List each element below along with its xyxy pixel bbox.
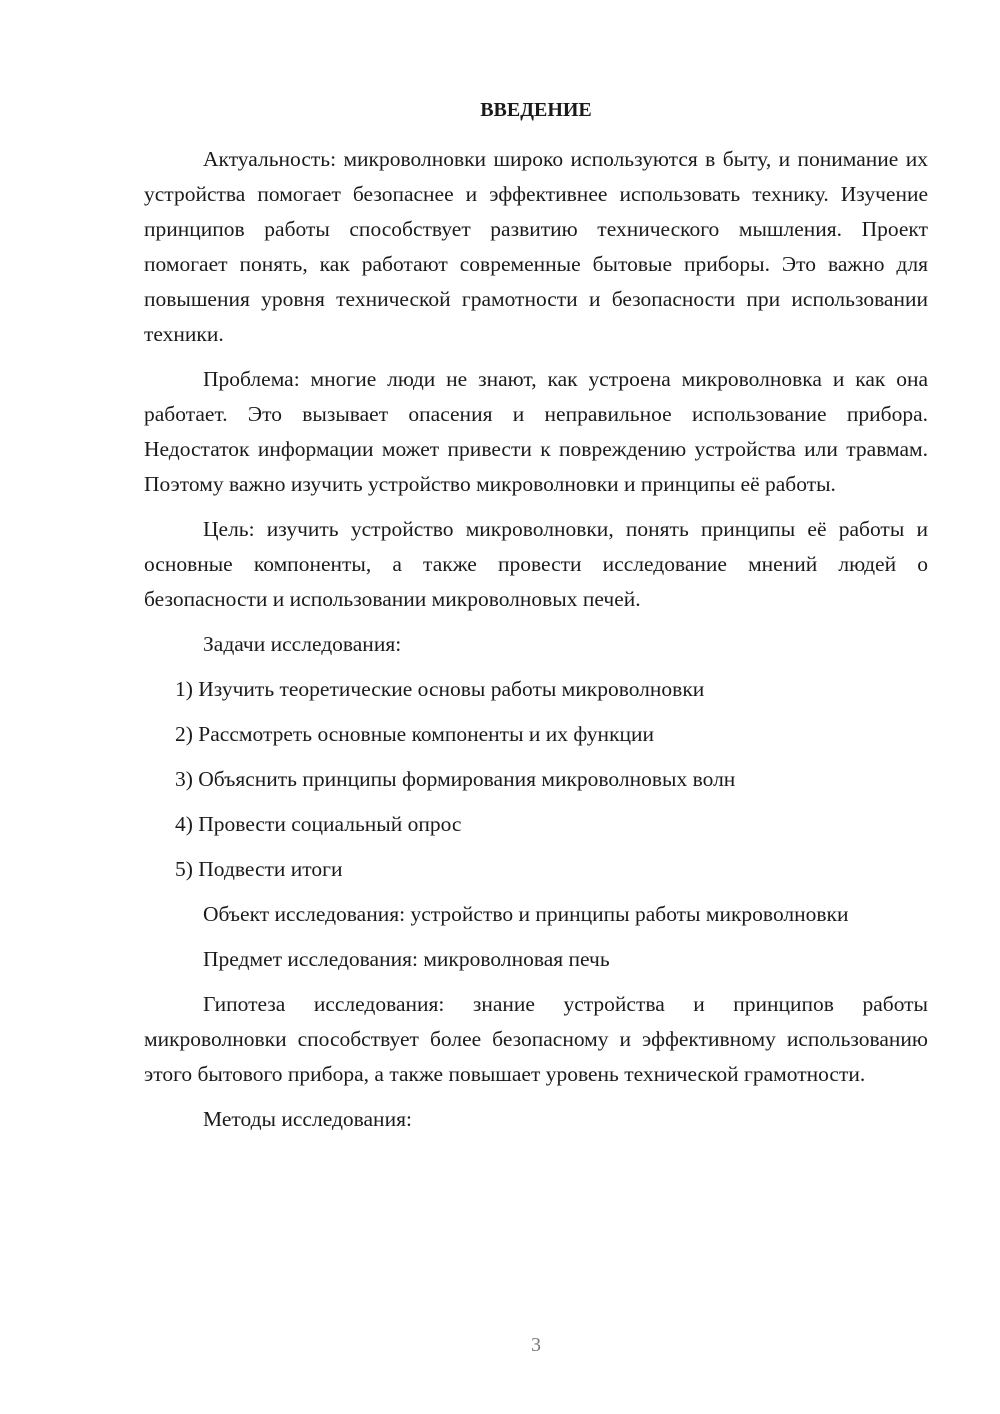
page-number: 3 xyxy=(531,1334,541,1356)
problem-paragraph: Проблема: многие люди не знают, как устроена микроволновка и как она работает. Это вызывает опасения и неправильное использование прибора. Недостаток информации может привести к повреждению устройства или травмам. Поэтому важно изучить устройство микроволновки и принципы её работы. xyxy=(144,367,928,496)
methods-heading: Методы исследования: xyxy=(203,1107,412,1131)
list-item: 4) Провести социальный опрос xyxy=(175,812,462,836)
tasks-list xyxy=(144,672,928,887)
list-item: 5) Подвести итоги xyxy=(175,857,343,881)
goal-paragraph: Цель: изучить устройство микроволновки, понять принципы её работы и основные компоненты, а также провести исследование мнений людей о безопасности и использовании микроволновых печей. xyxy=(144,517,928,611)
list-item: 1) Изучить теоретические основы работы микроволновки xyxy=(175,677,705,701)
list-item: 3) Объяснить принципы формирования микроволновых волн xyxy=(175,767,736,791)
list-item: 2) Рассмотреть основные компоненты и их функции xyxy=(175,722,655,746)
object-paragraph: Объект исследования: устройство и принципы работы микроволновки xyxy=(203,902,849,926)
tasks-heading: Задачи исследования: xyxy=(203,632,402,656)
relevance-paragraph: Актуальность: микроволновки широко используются в быту, и понимание их устройства помогает безопаснее и эффективнее использовать технику. Изучение принципов работы способствует развитию технического мышления. Проект помогает понять, как работают современные бытовые приборы. Это важно для повышения уровня технической грамотности и безопасности при использовании техники. xyxy=(144,147,928,346)
subject-paragraph: Предмет исследования: микроволновая печь xyxy=(203,947,610,971)
section-title: ВВЕДЕНИЕ xyxy=(480,99,592,121)
page-content xyxy=(144,96,928,1147)
hypothesis-paragraph: Гипотеза исследования: знание устройства и принципов работы микроволновки способствует более безопасному и эффективному использованию этого бытового прибора, а также повышает уровень технической грамотности. xyxy=(144,992,928,1086)
